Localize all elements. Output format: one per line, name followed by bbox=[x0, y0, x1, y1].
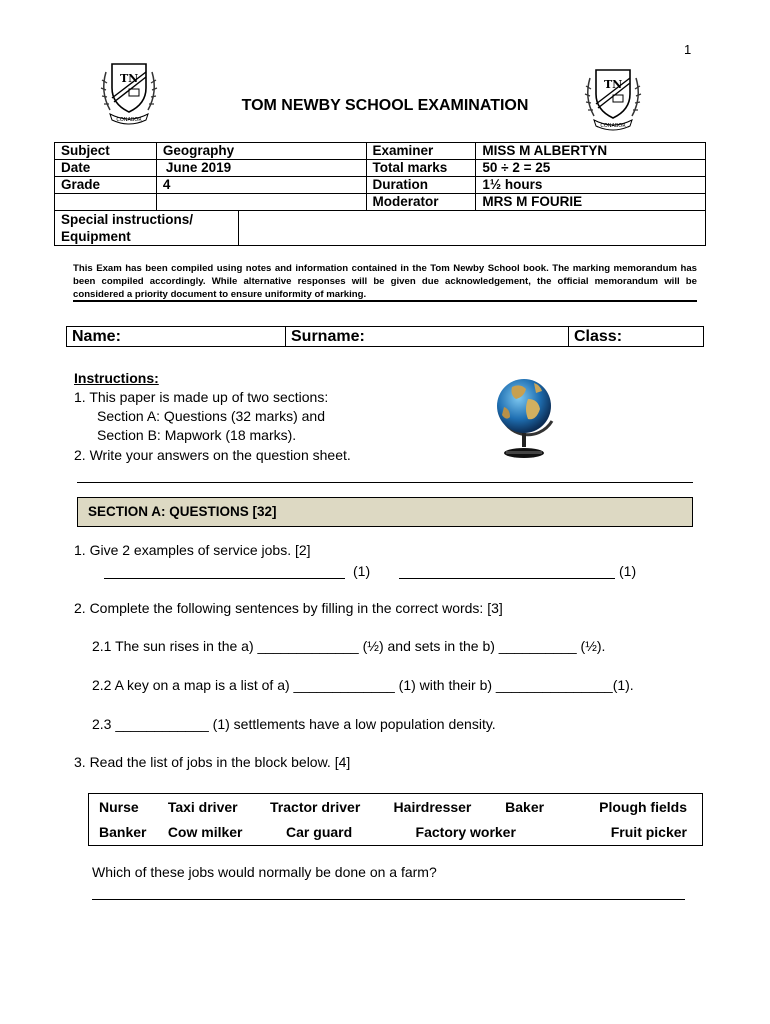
jobs-block bbox=[88, 793, 703, 846]
grade-label: Grade bbox=[55, 177, 157, 194]
question-3: 3. Read the list of jobs in the block below. [4] bbox=[74, 754, 351, 770]
job-item: Fruit picker bbox=[610, 824, 687, 841]
instructions-heading: Instructions: bbox=[74, 370, 159, 386]
svg-text:TN: TN bbox=[120, 72, 139, 85]
student-name-row bbox=[66, 326, 704, 347]
answer-line[interactable] bbox=[399, 578, 615, 579]
duration-label: Duration bbox=[366, 177, 476, 194]
special-instructions-label: Special instructions/ Equipment bbox=[55, 211, 239, 245]
svg-text:TN: TN bbox=[604, 78, 623, 91]
instruction-line: 1. This paper is made up of two sections: bbox=[74, 389, 329, 405]
job-item: Baker bbox=[505, 798, 545, 815]
compilation-notice: This Exam has been compiled using notes and information contained in the Tom Newby School book. The marking memorandum has been compiled accordingly. While alternative responses will be given due acknowledgement, the official memorandum will be considered a priority document to ensure uniformity of marking. bbox=[73, 263, 697, 300]
globe-icon bbox=[490, 369, 562, 462]
job-item: Factory worker bbox=[415, 824, 516, 841]
date-label: Date bbox=[55, 160, 157, 177]
mark-allocation: (1) bbox=[353, 563, 371, 579]
question-2-2: 2.2 A key on a map is a list of a) _____________ (1) with their b) _______________(1). bbox=[92, 677, 634, 693]
empty-cell bbox=[55, 194, 157, 211]
job-item: Nurse bbox=[99, 798, 139, 815]
question-2-3: 2.3 ____________ (1) settlements have a low population density. bbox=[92, 716, 496, 732]
name-field[interactable]: Name: bbox=[67, 327, 286, 346]
exam-details-table bbox=[54, 142, 706, 211]
class-field[interactable]: Class: bbox=[574, 328, 623, 345]
moderator-value: MRS M FOURIE bbox=[476, 194, 706, 211]
answer-line[interactable] bbox=[92, 899, 685, 900]
svg-text:CONABOR: CONABOR bbox=[600, 123, 626, 129]
grade-value: 4 bbox=[156, 177, 366, 194]
question-2-1: 2.1 The sun rises in the a) _____________ (½) and sets in the b) __________ (½). bbox=[92, 638, 606, 654]
instruction-line: Section A: Questions (32 marks) and bbox=[97, 408, 325, 424]
instruction-line: 2. Write your answers on the question sheet. bbox=[74, 447, 351, 463]
svg-text:CONABOR: CONABOR bbox=[116, 117, 142, 123]
total-marks-label: Total marks bbox=[366, 160, 476, 177]
job-item: Car guard bbox=[286, 824, 353, 841]
answer-line[interactable] bbox=[104, 578, 345, 579]
section-a-header: SECTION A: QUESTIONS [32] bbox=[77, 497, 693, 527]
page-number: 1 bbox=[684, 42, 692, 57]
moderator-label: Moderator bbox=[366, 194, 476, 211]
duration-value: 1½ hours bbox=[476, 177, 706, 194]
subject-label: Subject bbox=[55, 143, 157, 160]
exam-title: TOM NEWBY SCHOOL EXAMINATION bbox=[241, 97, 529, 114]
question-1: 1. Give 2 examples of service jobs. [2] bbox=[74, 542, 311, 558]
surname-field[interactable]: Surname: bbox=[286, 327, 569, 346]
examiner-value: MISS M ALBERTYN bbox=[476, 143, 706, 160]
job-item: Tractor driver bbox=[270, 798, 361, 815]
divider-line bbox=[77, 482, 693, 483]
empty-cell bbox=[156, 194, 366, 211]
job-item: Cow milker bbox=[167, 824, 243, 841]
instruction-line: Section B: Mapwork (18 marks). bbox=[97, 427, 297, 443]
job-item: Hairdresser bbox=[393, 798, 472, 815]
job-item: Taxi driver bbox=[167, 798, 238, 815]
subject-value: Geography bbox=[156, 143, 366, 160]
school-crest-left bbox=[92, 58, 166, 126]
job-item: Plough fields bbox=[599, 798, 687, 815]
question-2: 2. Complete the following sentences by filling in the correct words: [3] bbox=[74, 600, 503, 616]
notice-divider bbox=[73, 300, 697, 302]
mark-allocation: (1) bbox=[619, 563, 637, 579]
question-3-prompt: Which of these jobs would normally be done on a farm? bbox=[92, 864, 437, 880]
total-marks-value: 50 ÷ 2 = 25 bbox=[476, 160, 706, 177]
examiner-label: Examiner bbox=[366, 143, 476, 160]
date-value: June 2019 bbox=[156, 160, 366, 177]
special-instructions-row bbox=[54, 211, 706, 246]
job-item: Banker bbox=[99, 824, 147, 841]
